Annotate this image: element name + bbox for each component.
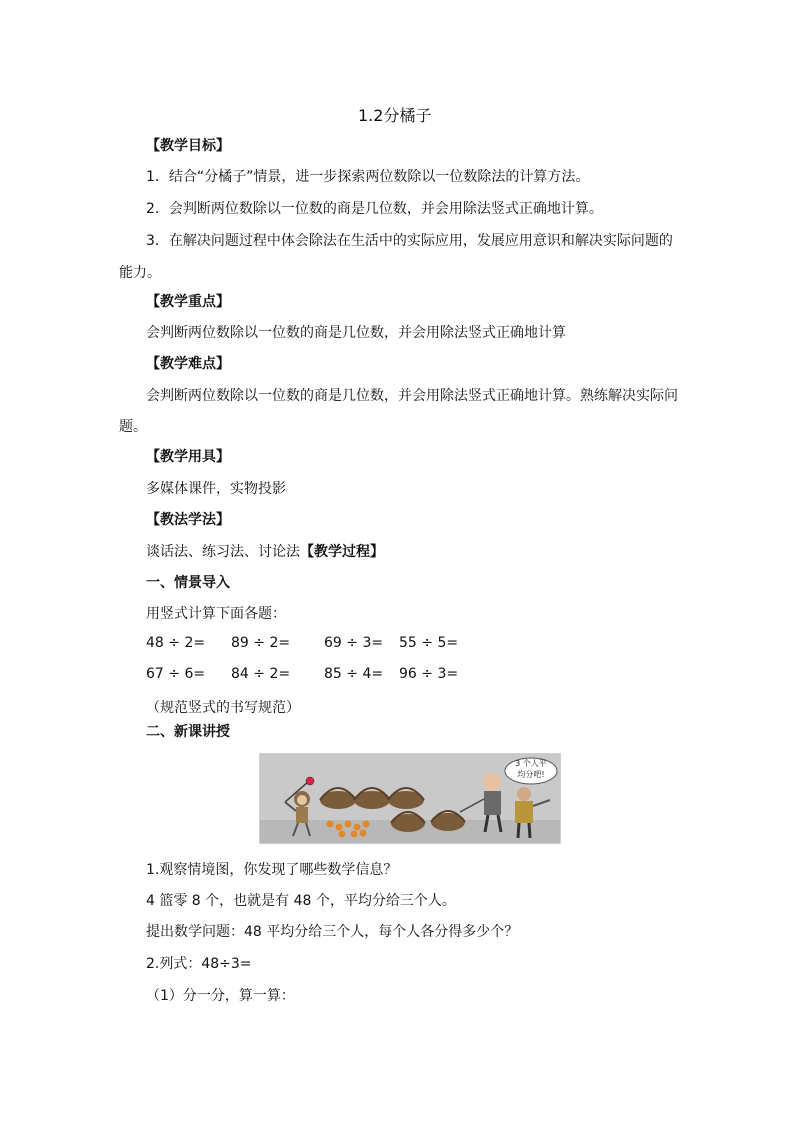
difficult-points-line-1: 会判断两位数除以一位数的商是几位数，并会用除法竖式正确地计算。熟练解决实际问 bbox=[146, 388, 678, 404]
exercise-2-2: 84 ÷ 2= bbox=[231, 666, 291, 682]
math-question: 提出数学问题：48 平均分给三个人，每个人各分得多少个？ bbox=[146, 924, 519, 940]
goal-3-line-1: 3．在解决问题过程中体会除法在生活中的实际应用，发展应用意识和解决实际问题的 bbox=[146, 233, 673, 249]
methods-heading: 【教法学法】 bbox=[146, 512, 230, 528]
step-1-text: （1）分一分，算一算： bbox=[146, 988, 295, 1004]
speech-bubble-text bbox=[506, 758, 556, 784]
speech-line-1: 3 个人平 bbox=[515, 759, 547, 768]
observation-question: 1.观察情境图，你发现了哪些数学信息？ bbox=[146, 862, 398, 878]
goal-2: 2．会判断两位数除以一位数的商是几位数，并会用除法竖式正确地计算。 bbox=[146, 201, 603, 217]
methods-text: 谈话法、练习法、讨论法 bbox=[146, 544, 300, 560]
orange-sharing-illustration bbox=[259, 753, 561, 844]
methods-line bbox=[146, 541, 384, 561]
information-text: 4 篮零 8 个，也就是有 48 个，平均分给三个人。 bbox=[146, 893, 456, 909]
speech-line-2: 均分吧! bbox=[517, 770, 545, 779]
exercise-1-4: 55 ÷ 5= bbox=[399, 635, 459, 651]
exercise-2-4: 96 ÷ 3= bbox=[399, 666, 459, 682]
key-points-text: 会判断两位数除以一位数的商是几位数，并会用除法竖式正确地计算 bbox=[146, 325, 566, 341]
note-text: （规范竖式的书写规范） bbox=[146, 700, 300, 716]
section-1-heading: 一、情景导入 bbox=[146, 575, 230, 591]
goals-heading: 【教学目标】 bbox=[146, 138, 230, 154]
exercise-2-3: 85 ÷ 4= bbox=[324, 666, 384, 682]
goal-3-line-2: 能力。 bbox=[119, 265, 161, 281]
section-2-heading: 二、新课讲授 bbox=[146, 724, 230, 740]
page-title: 1.2分橘子 bbox=[358, 106, 432, 125]
exercise-1-1: 48 ÷ 2= bbox=[146, 635, 206, 651]
difficult-points-line-2: 题。 bbox=[119, 419, 147, 435]
exercise-1-3: 69 ÷ 3= bbox=[324, 635, 384, 651]
exercise-2-1: 67 ÷ 6= bbox=[146, 666, 206, 682]
process-heading: 【教学过程】 bbox=[300, 544, 384, 560]
formula-text: 2.列式：48÷3= bbox=[146, 956, 252, 972]
tools-text: 多媒体课件，实物投影 bbox=[146, 481, 286, 497]
difficult-points-heading: 【教学难点】 bbox=[146, 356, 230, 372]
goal-1: 1．结合“分橘子”情景，进一步探索两位数除以一位数除法的计算方法。 bbox=[146, 169, 590, 185]
instruction-text: 用竖式计算下面各题： bbox=[146, 606, 286, 622]
tools-heading: 【教学用具】 bbox=[146, 449, 230, 465]
key-points-heading: 【教学重点】 bbox=[146, 294, 230, 310]
exercise-1-2: 89 ÷ 2= bbox=[231, 635, 291, 651]
